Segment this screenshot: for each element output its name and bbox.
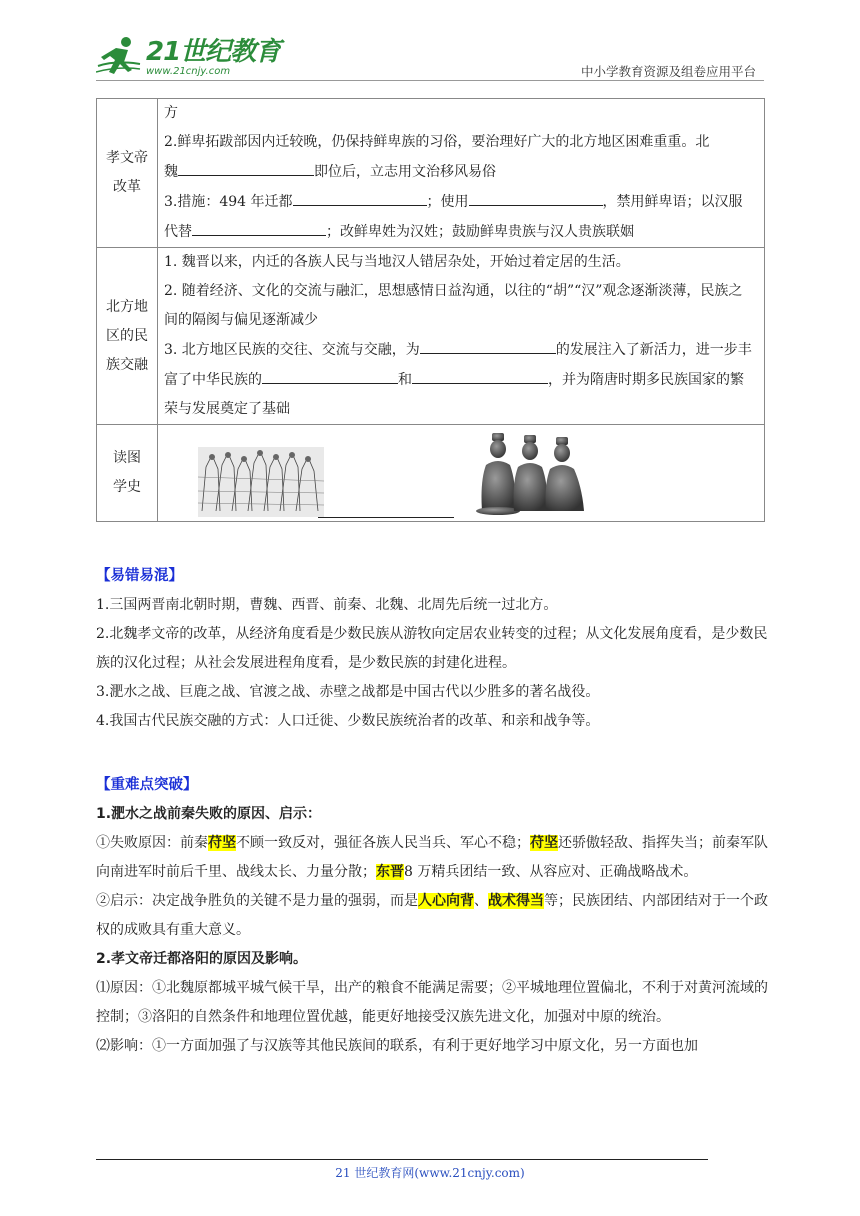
highlight-term: 人心向背 <box>418 893 474 909</box>
errors-title: 【易错易混】 <box>96 568 183 584</box>
reform-text: 3.措施：494 年迁都 <box>164 194 293 210</box>
key-text: ①失败原因：前秦 <box>96 835 208 851</box>
reform-text: ；使用 <box>426 194 469 210</box>
reform-text: 即位后，立志用文治移风易俗 <box>314 164 496 180</box>
key-para-1 <box>96 829 768 887</box>
highlight-term: 东晋 <box>376 864 404 880</box>
reform-line-3 <box>164 187 756 217</box>
table-row-reform <box>97 99 765 248</box>
key-para-3: ⑴原因：①北魏原都城平城气候干旱，出产的粮食不能满足需要；②平城地理位置偏北，不利于对黄河流域的控制；③洛阳的自然条件和地理位置优越，能更好地接受汉族先进文化，加强对中原的统治。 <box>96 980 768 1025</box>
row-content-integration <box>158 248 765 425</box>
answer-blank[interactable] <box>192 217 326 236</box>
highlight-term: 苻坚 <box>530 835 558 851</box>
key-text: 、 <box>474 893 488 909</box>
mural-image <box>198 447 324 517</box>
footer-text[interactable]: 21 世纪教育网(www.21cnjy.com) <box>335 1166 525 1180</box>
error-item-1: 1.三国两晋南北朝时期，曹魏、西晋、前秦、北魏、北周先后统一过北方。 <box>96 597 558 613</box>
integration-text: 和 <box>398 372 412 388</box>
key-text: 8 万精兵团结一致、从容应对、正确战略战术。 <box>404 864 698 880</box>
answer-blank[interactable] <box>293 187 427 206</box>
reform-line-4 <box>164 217 756 247</box>
key-para-4: ⑵影响：①一方面加强了与汉族等其他民族间的联系，有利于更好地学习中原文化，另一方面也加 <box>96 1038 698 1054</box>
figurines-image <box>472 431 588 515</box>
row-content-images <box>158 425 765 522</box>
row-label-reform <box>97 99 158 248</box>
answer-blank[interactable] <box>412 365 548 384</box>
logo-title: 21世纪教育 <box>146 37 281 67</box>
integration-text: 的发展注入了新活力，进一步丰富了中华民族的 <box>164 342 752 388</box>
key-heading-1: 1.淝水之战前秦失败的原因、启示： <box>96 806 322 822</box>
errors-section <box>96 562 768 736</box>
site-logo[interactable] <box>96 36 280 80</box>
answer-blank[interactable] <box>318 499 454 518</box>
reform-label-text: 孝文帝改革 <box>106 150 148 195</box>
reform-text: ，禁用鲜卑语；以汉服 <box>602 194 743 210</box>
integration-point-3 <box>164 335 756 424</box>
table-row-images <box>97 425 765 522</box>
error-item-4: 4.我国古代民族交融的方式：人口迁徙、少数民族统治者的改革、和亲和战争等。 <box>96 713 600 729</box>
reform-line-0: 方 <box>164 105 178 121</box>
error-item-2: 2.北魏孝文帝的改革，从经济角度看是少数民族从游牧向定居农业转变的过程；从文化发展角度看，是少数民族的汉化过程；从社会发展进程角度看，是少数民族的封建化进程。 <box>96 626 768 671</box>
footer-divider <box>96 1159 708 1160</box>
integration-label-text: 北方地区的民族交融 <box>106 298 148 373</box>
answer-blank[interactable] <box>420 335 556 354</box>
logo-url: www.21cnjy.com <box>146 66 231 77</box>
integration-point-1: 1. 魏晋以来，内迁的各族人民与当地汉人错居杂处，开始过着定居的生活。 <box>164 254 630 270</box>
key-text: 还骄傲轻敌、指挥失当；前秦军队向南进军时前后千里、战线太长、力量分散； <box>96 835 768 880</box>
row-content-reform <box>158 99 765 248</box>
table-row-integration <box>97 248 765 425</box>
key-text: 不顾一致反对，强征各族人民当兵、军心不稳； <box>236 835 530 851</box>
reform-text: 魏 <box>164 164 178 180</box>
highlight-term: 苻坚 <box>208 835 236 851</box>
error-item-3: 3.淝水之战、巨鹿之战、官渡之战、赤壁之战都是中国古代以少胜多的著名战役。 <box>96 684 600 700</box>
integration-text: ，并为隋唐时期多民族国家的繁荣与发展奠定了基础 <box>164 372 744 417</box>
row-label-integration <box>97 248 158 425</box>
key-points-title: 【重难点突破】 <box>96 777 198 793</box>
row-label-images <box>97 425 158 522</box>
reform-line-2 <box>164 157 756 187</box>
key-text: 等；民族团结、内部团结对于一个政权的成败具有重大意义。 <box>96 893 768 938</box>
key-heading-2: 2.孝文帝迁都洛阳的原因及影响。 <box>96 951 308 967</box>
highlight-term: 战术得当 <box>488 893 544 909</box>
key-para-2 <box>96 887 768 945</box>
header-divider <box>96 80 764 81</box>
images-label-text: 读图学史 <box>113 450 141 495</box>
reform-text: 代替 <box>164 224 192 240</box>
key-text: ②启示：决定战争胜负的关键不是力量的强弱，而是 <box>96 893 418 909</box>
reform-text: ；改鲜卑姓为汉姓；鼓励鲜卑贵族与汉人贵族联姻 <box>326 224 634 240</box>
answer-blank[interactable] <box>178 157 314 176</box>
knowledge-table <box>96 98 765 522</box>
answer-blank[interactable] <box>469 187 603 206</box>
reform-line-1: 2.鲜卑拓跋部因内迁较晚，仍保持鲜卑族的习俗，要治理好广大的北方地区困难重重。北 <box>164 134 710 150</box>
integration-text: 3. 北方地区民族的交往、交流与交融，为 <box>164 342 420 358</box>
runner-logo-icon <box>96 36 142 80</box>
integration-point-2: 2. 随着经济、文化的交流与融汇，思想感情日益沟通，以往的“胡”“汉”观念逐渐淡薄，民族之间的隔阂与偏见逐渐减少 <box>164 283 743 328</box>
page-header <box>96 30 764 82</box>
key-points-section <box>96 771 768 1061</box>
platform-name: 中小学教育资源及组卷应用平台 <box>580 64 756 79</box>
answer-blank[interactable] <box>262 365 398 384</box>
